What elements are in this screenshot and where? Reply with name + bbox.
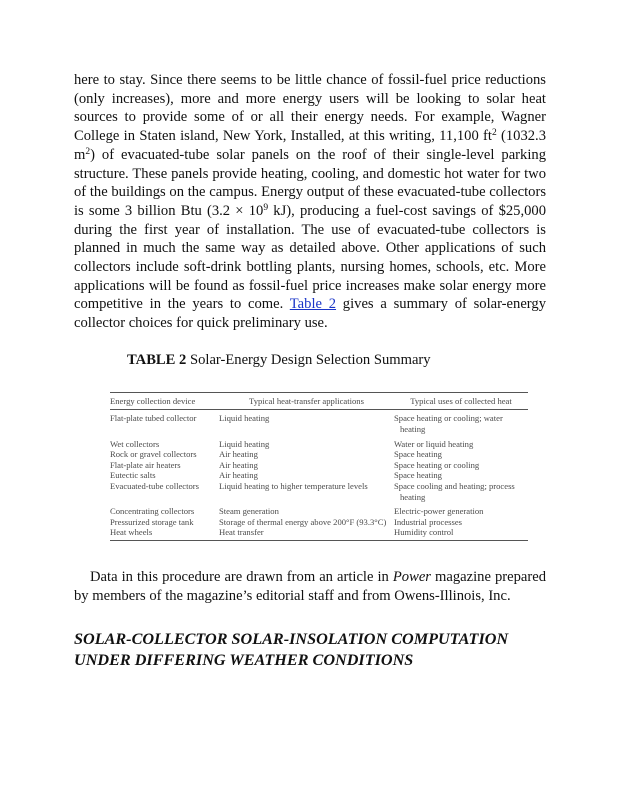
table-cell: Water or liquid heating (394, 438, 474, 449)
table-cell: Air heating (219, 459, 258, 470)
table-cell: Liquid heating (219, 413, 270, 424)
superscript: 9 (263, 202, 269, 213)
table-caption (127, 351, 546, 369)
table-header-cell: Typical uses of collected heat (394, 392, 528, 410)
table-header-row (110, 392, 528, 410)
paragraph-text: gives a summary of solar-energy collector choices for quick preliminary use. (74, 296, 546, 332)
table-cell-text: Space heating or cooling; water heating (394, 413, 503, 435)
table-cell: Rock or gravel collectors (110, 449, 197, 460)
table-row (110, 460, 528, 471)
table-cell: Air heating (219, 449, 258, 460)
paragraph-text: (1032.3 m (74, 128, 546, 163)
table-image (110, 392, 528, 541)
table-cell-text: Storage of thermal energy above 200°F (93.3°C) (219, 516, 387, 527)
body-paragraph (74, 568, 546, 605)
table-cell: Evacuated-tube collectors (110, 481, 199, 491)
table-cell: Liquid heating to higher temperature levels (219, 481, 368, 491)
table-cell: Flat-plate tubed collector (110, 413, 197, 424)
body-paragraph (74, 71, 546, 333)
table-caption-title: Solar-Energy Design Selection Summary (186, 351, 431, 368)
paragraph-text: kJ), producing a fuel-cost savings of $25,000 during the first year of installation. The use of evacuated-tube collectors is planned in much the same way as detailed above. Other applications of such collectors include soft-drink bottling plants, nursing homes, schools, etc. More applications will be found as fossil-fuel price increases make solar energy more competitive in the years to come. (74, 202, 546, 313)
table-header-cell: Energy collection device (110, 392, 219, 410)
paragraph-text: ) of evacuated-tube solar panels on the roof of their single-level parking structure. These panels provide heating, cooling, and domestic hot water for two of the buildings on the campus. Energy output of these evacuated-tube collectors is some 3 billion Btu (3.2 × 10 (74, 146, 546, 219)
table-row (110, 449, 528, 460)
table-header-cell: Typical heat-transfer applications (219, 392, 394, 410)
table-row (110, 470, 528, 481)
paragraph-text: magazine prepared by members of the magazine’s editorial staff and from Owens-Illinois, Inc. (74, 568, 546, 604)
table-row (110, 410, 528, 435)
table-cell: Space heating (394, 470, 442, 481)
solar-design-table (110, 392, 528, 541)
paragraph-text: here to stay. Since there seems to be little chance of fossil-fuel price reductions (only increases), more and more energy users will be looking to solar heat sources to provide some of or all their energy needs. For example, Wagner College in Staten island, New York, Installed, at this writing, 11,100 ft (74, 72, 546, 145)
table-cell (394, 481, 528, 502)
table-row (110, 435, 528, 450)
table-cell: Heat transfer (219, 527, 394, 540)
table-cell: Industrial processes (394, 516, 463, 527)
table-cell (394, 410, 528, 435)
table-cell: Steam generation (219, 506, 279, 517)
table-row (110, 481, 528, 502)
superscript: 2 (491, 128, 497, 139)
paragraph-text: Data in this procedure are drawn from an article in (90, 568, 393, 585)
table-cell: Eutectic salts (110, 470, 156, 481)
table-row (110, 502, 528, 517)
table-row (110, 527, 528, 540)
table-cell: Liquid heating (219, 438, 270, 449)
table-2-link[interactable]: Table 2 (289, 296, 337, 313)
table-cell: Wet collectors (110, 438, 160, 449)
section-heading: SOLAR-COLLECTOR SOLAR-INSOLATION COMPUTATION UNDER DIFFERING WEATHER CONDITIONS (74, 630, 509, 670)
table-cell: Air heating (219, 470, 258, 481)
table-cell: Space heating (394, 449, 442, 460)
table-cell: Pressurized storage tank (110, 516, 194, 527)
table-cell: Humidity control (394, 527, 528, 540)
superscript: 2 (85, 146, 91, 157)
table-row (110, 517, 528, 528)
table-cell: Flat-plate air heaters (110, 459, 181, 470)
table-cell-text: Space cooling and heating; process heating (394, 481, 515, 502)
page-content (74, 71, 546, 671)
table-cell: Concentrating collectors (110, 506, 195, 517)
table-cell (219, 517, 394, 528)
table-cell: Space heating or cooling (394, 459, 480, 470)
table-cell: Electric-power generation (394, 506, 484, 517)
magazine-name: Power (392, 568, 431, 585)
table-cell: Heat wheels (110, 527, 219, 540)
table-caption-label: TABLE 2 (127, 351, 187, 368)
